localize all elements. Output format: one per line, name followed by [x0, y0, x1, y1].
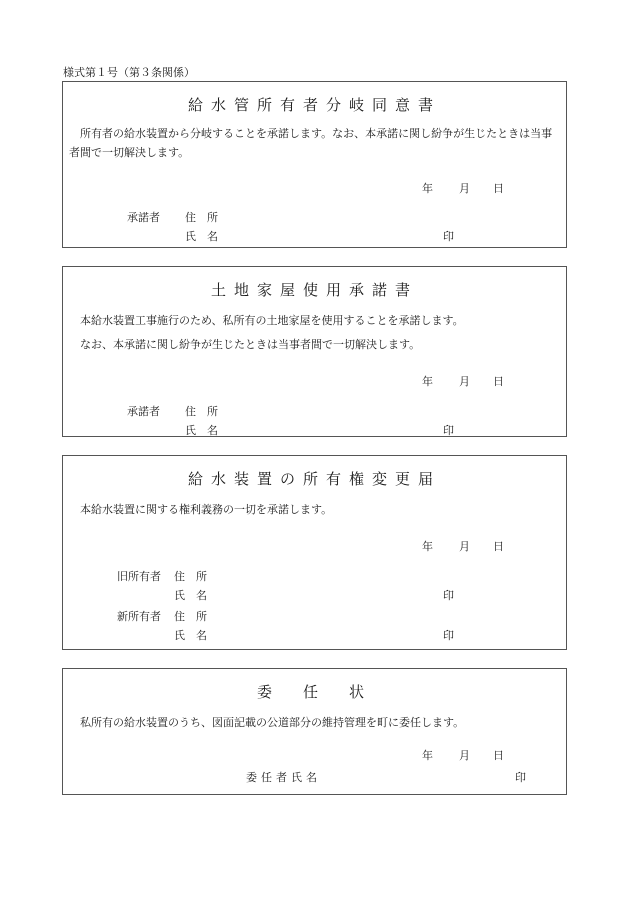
new-owner-label: 新所有者 — [117, 610, 161, 623]
date-month-label: 月 — [459, 749, 470, 762]
date-day-label: 日 — [493, 540, 504, 553]
section-title: 委 任 状 — [256, 683, 372, 701]
new-owner-seal-mark: 印 — [443, 629, 454, 642]
address-label: 住 所 — [185, 211, 218, 224]
date-month-label: 月 — [459, 375, 470, 388]
section-body: 本給水装置に関する権利義務の一切を承諾します。 — [80, 503, 333, 516]
old-owner-name-label: 氏 名 — [174, 589, 207, 602]
old-owner-address-label: 住 所 — [174, 570, 207, 583]
seal-mark: 印 — [443, 230, 454, 243]
consenter-label: 承諾者 — [127, 211, 160, 224]
section-title: 給水装置の所有権変更届 — [187, 470, 441, 488]
section-title: 給水管所有者分岐同意書 — [187, 96, 441, 114]
date-month-label: 月 — [459, 540, 470, 553]
date-day-label: 日 — [493, 749, 504, 762]
section-body-line1: 本給水装置工事施行のため、私所有の土地家屋を使用することを承諾します。 — [80, 314, 464, 327]
date-year-label: 年 — [422, 375, 433, 388]
date-year-label: 年 — [422, 540, 433, 553]
old-owner-label: 旧所有者 — [117, 570, 161, 583]
ownership-change-section — [62, 455, 567, 650]
name-label: 氏 名 — [185, 424, 218, 437]
date-year-label: 年 — [422, 749, 433, 762]
date-year-label: 年 — [422, 182, 433, 195]
form-number-label: 様式第１号（第３条関係） — [63, 66, 195, 79]
seal-mark: 印 — [443, 424, 454, 437]
branch-consent-section — [62, 81, 567, 248]
address-label: 住 所 — [185, 405, 218, 418]
date-day-label: 日 — [493, 182, 504, 195]
new-owner-name-label: 氏 名 — [174, 629, 207, 642]
date-day-label: 日 — [493, 375, 504, 388]
name-label: 氏 名 — [185, 230, 218, 243]
land-use-consent-section — [62, 266, 567, 437]
date-month-label: 月 — [459, 182, 470, 195]
consenter-label: 承諾者 — [127, 405, 160, 418]
delegate-name-label: 委任者氏名 — [246, 771, 321, 784]
section-title: 土地家屋使用承諾書 — [210, 281, 418, 299]
seal-mark: 印 — [515, 771, 526, 784]
section-body-line2: なお、本承諾に関し紛争が生じたときは当事者間で一切解決します。 — [80, 338, 421, 351]
section-body: 私所有の給水装置のうち、図面記載の公道部分の維持管理を町に委任します。 — [80, 716, 465, 729]
new-owner-address-label: 住 所 — [174, 610, 207, 623]
power-of-attorney-section — [62, 668, 567, 795]
section-body: 所有者の給水装置から分岐することを承諾します。なお、本承諾に関し紛争が生じたときは当事者間で一切解決します。 — [69, 127, 553, 159]
old-owner-seal-mark: 印 — [443, 589, 454, 602]
